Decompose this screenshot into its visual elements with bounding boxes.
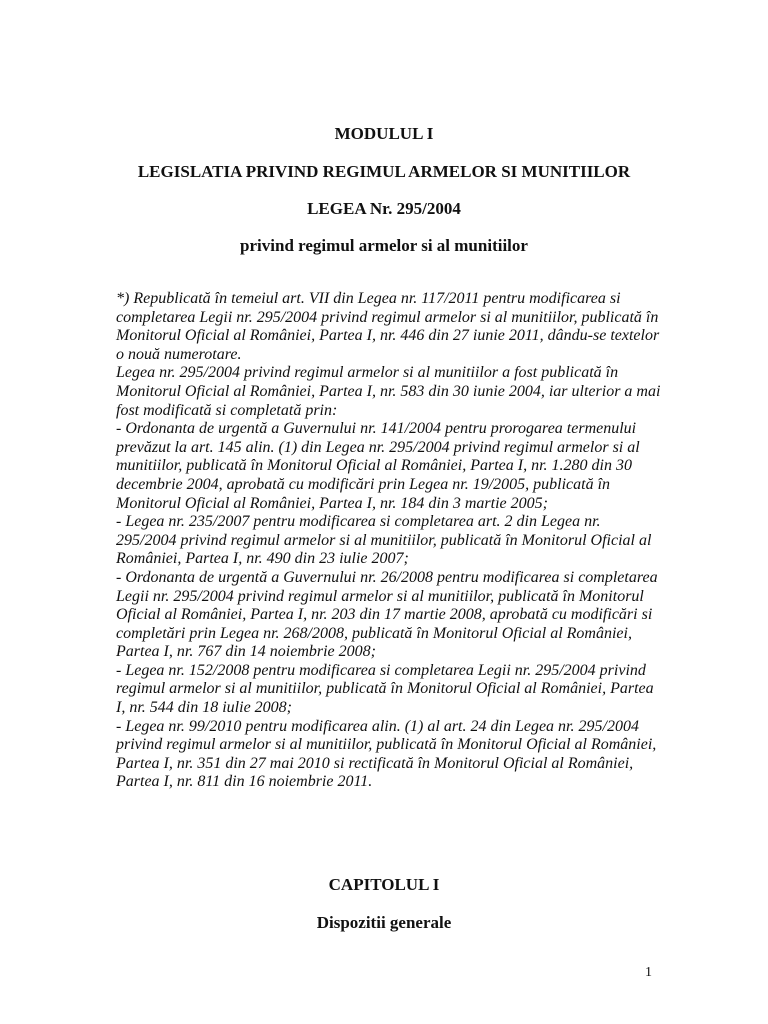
chapter-subtitle: Dispozitii generale: [316, 913, 452, 932]
note-item-law-152-2008: - Legea nr. 152/2008 pentru modificarea si completarea Legii nr. 295/2004 privind regimul armelor si al munitiilor, publicată în Monitorul Oficial al României, Partea I, nr. 544 din 18 iulie 2008;: [116, 661, 654, 717]
note-paragraph-original-law: Legea nr. 295/2004 privind regimul armelor si al munitiilor a fost publicată în Monitorul Oficial al României, Partea I, nr. 583 din 30 iunie 2004, iar ulterior a mai fost modificată si completată prin:: [116, 364, 661, 419]
legislation-title: LEGISLATIA PRIVIND REGIMUL ARMELOR SI MUNITIILOR: [137, 162, 631, 181]
note-item-oug-26-2008: - Ordonanta de urgentă a Guvernului nr. 26/2008 pentru modificarea si completarea Legii nr. 295/2004 privind regimul armelor si al munitiilor, publicată în Monitorul Oficial al României, Partea I, nr. 203 din 17 martie 2008, aprobată cu modificări si completări prin Legea nr. 268/2008, publicată în Monitorul Oficial al României, Partea I, nr. 767 din 14 noiembrie 2008;: [116, 568, 658, 661]
note-item-oug-141-2004: - Ordonanta de urgentă a Guvernului nr. 141/2004 pentru prorogarea termenului prevăzut la art. 145 alin. (1) din Legea nr. 295/2004 privind regimul armelor si al munitiilor, publicată în Monitorul Oficial al României, Partea I, nr. 1.280 din 30 decembrie 2004, aprobată cu modificări prin Legea nr. 19/2005, publicată în Monitorul Oficial al României, Partea I, nr. 184 din 3 martie 2005;: [116, 420, 640, 512]
page-number: 1: [645, 965, 652, 980]
law-title: LEGEA Nr. 295/2004: [307, 199, 461, 218]
chapter-title: CAPITOLUL I: [328, 875, 440, 894]
law-subject: privind regimul armelor si al munitiilor: [240, 236, 528, 255]
note-item-law-235-2007: - Legea nr. 235/2007 pentru modificarea si completarea art. 2 din Legea nr. 295/2004 privind regimul armelor si al munitiilor, publicată în Monitorul Oficial al României, Partea I, nr. 490 din 23 iulie 2007;: [116, 513, 652, 568]
module-title: MODULUL I: [334, 124, 434, 143]
republication-notes: [116, 290, 664, 792]
note-item-law-99-2010: - Legea nr. 99/2010 pentru modificarea alin. (1) al art. 24 din Legea nr. 295/2004 privind regimul armelor si al munitiilor, publicată în Monitorul Oficial al României, Partea I, nr. 351 din 27 mai 2010 si rectificată în Monitorul Oficial al României, Partea I, nr. 811 din 16 noiembrie 2011.: [116, 717, 657, 791]
note-paragraph-republication: *) Republicată în temeiul art. VII din Legea nr. 117/2011 pentru modificarea si completarea Legii nr. 295/2004 privind regimul armelor si al munitiilor, publicată în Monitorul Oficial al României, Partea I, nr. 446 din 27 iunie 2011, dându-se textelor o nouă numerotare.: [116, 290, 660, 363]
